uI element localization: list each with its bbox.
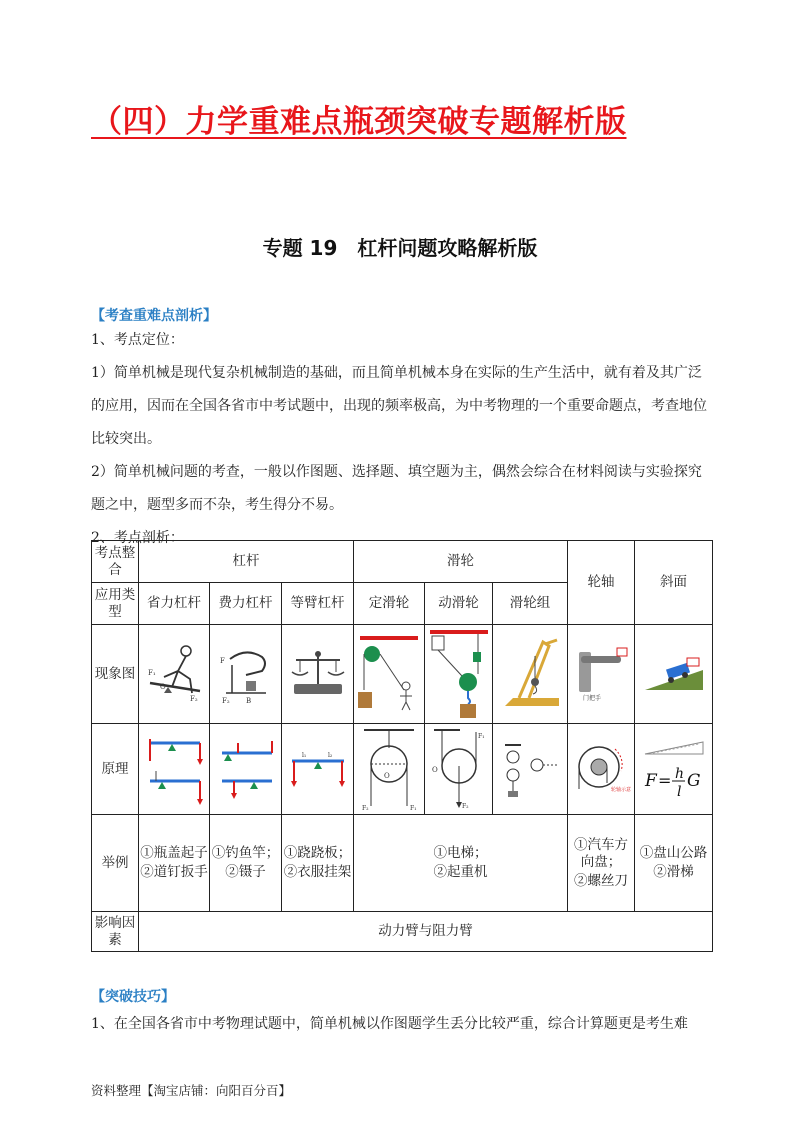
fixed-pulley-illustration <box>356 634 422 714</box>
principle-cell-6 <box>493 724 568 815</box>
svg-text:O: O <box>160 683 166 691</box>
formula-h: h <box>674 766 684 782</box>
arm-lifting-weight-illustration <box>216 641 276 707</box>
example-cell-1 <box>139 815 210 912</box>
person-lifting-lever-illustration <box>142 641 206 707</box>
phenomenon-cell-1 <box>139 625 210 724</box>
phenomenon-cell-5 <box>425 625 493 724</box>
formula-l: l <box>676 784 682 800</box>
svg-text:F₂: F₂ <box>221 697 230 705</box>
svg-text:l₂: l₂ <box>327 752 332 759</box>
phenomenon-cell-8 <box>635 625 713 724</box>
svg-text:O: O <box>431 766 438 774</box>
row-header-xianxiang: 现象图 <box>92 625 139 724</box>
paragraph-block-2 <box>91 1008 711 1041</box>
type-fixed-pulley: 定滑轮 <box>354 583 425 625</box>
example-item: ②滑梯 <box>653 864 694 880</box>
phenomenon-cell-3 <box>282 625 354 724</box>
paragraph-point-1: 1）简单机械是现代复杂机械制造的基础，而且简单机械本身在实际的生产生活中，就有着及其广泛的应用，因而在全国各省市中考试题中，出现的频率极高，为中考物理的一个重要命题点，考查地位比较突出。 <box>91 365 707 447</box>
sub-title: 专题 19 杠杆问题攻略解析版 <box>262 236 538 260</box>
principle-cell-8 <box>635 724 713 815</box>
svg-text:F₂: F₂ <box>190 695 198 703</box>
section-heading-skills: 【突破技巧】 <box>91 989 175 1005</box>
paragraph-block-1 <box>91 324 711 555</box>
example-item: ①钓鱼竿； <box>211 845 280 861</box>
type-movable-pulley: 动滑轮 <box>425 583 493 625</box>
principle-cell-3 <box>282 724 354 815</box>
principle-cell-5 <box>425 724 493 815</box>
fixed-pulley-principle-diagram <box>358 726 420 812</box>
row-header-zhenghe: 考点整合 <box>92 541 139 583</box>
table-row <box>92 724 713 815</box>
paragraph-point-2: 2）简单机械问题的考查，一般以作图题、选择题、填空题为主，偶然会综合在材料阅读与实验探究题之中，题型多而不杂，考生得分不易。 <box>91 464 702 513</box>
row-header-leixing: 应用类型 <box>92 583 139 625</box>
example-item: ②道钉扳手 <box>140 864 208 880</box>
example-item: ①盘山公路 <box>639 845 708 861</box>
svg-text:轮轴示意: 轮轴示意 <box>611 787 632 793</box>
main-title: （四）力学重难点瓶颈突破专题解析版 <box>91 104 627 140</box>
principle-cell-2 <box>210 724 282 815</box>
balance-scale-illustration <box>288 646 348 702</box>
group-wheel-axle: 轮轴 <box>568 541 635 625</box>
example-item: ①瓶盖起子 <box>140 845 208 861</box>
row-header-juli: 举例 <box>92 815 139 912</box>
svg-text:F₁: F₁ <box>410 805 417 812</box>
row-header-yingxiang: 影响因素 <box>92 912 139 952</box>
crane-pulley-block-illustration <box>499 636 561 712</box>
example-item: ②衣服挂架 <box>283 864 352 880</box>
force-costing-lever-diagram <box>214 737 278 801</box>
example-cell-pulley <box>354 815 568 912</box>
example-cell-incline <box>635 815 713 912</box>
formula-G: G <box>686 771 701 791</box>
svg-text:O: O <box>384 772 390 780</box>
movable-pulley-principle-diagram <box>430 726 488 812</box>
principle-cell-7 <box>568 724 635 815</box>
truck-on-slope-illustration <box>643 654 705 694</box>
svg-text:门把手: 门把手 <box>583 695 602 702</box>
incline-formula-diagram <box>641 736 707 802</box>
force-saving-lever-diagram <box>142 731 206 807</box>
type-force-saving-lever: 省力杠杆 <box>139 583 210 625</box>
svg-text:F₂: F₂ <box>362 805 369 812</box>
example-item: ①跷跷板； <box>283 845 352 861</box>
group-pulley: 滑轮 <box>354 541 568 583</box>
example-item: ②螺丝刀 <box>574 872 629 889</box>
principle-cell-4 <box>354 724 425 815</box>
phenomenon-cell-4 <box>354 625 425 724</box>
footer-source-note: 资料整理【淘宝店铺：向阳百分百】 <box>91 1083 292 1098</box>
phenomenon-cell-7 <box>568 625 635 724</box>
paragraph-skill-1: 1、在全国各省市中考物理试题中，简单机械以作图题学生丢分比较严重，综合计算题更是考生难 <box>91 1016 688 1032</box>
type-pulley-block: 滑轮组 <box>493 583 568 625</box>
svg-text:B: B <box>245 697 251 705</box>
svg-text:F₁: F₁ <box>148 669 156 677</box>
pulley-block-principle-diagram <box>499 741 561 797</box>
svg-text:F₂: F₂ <box>461 803 469 810</box>
paragraph-kaodian-dingwei: 1、考点定位： <box>91 332 184 348</box>
door-handle-illustration <box>573 646 629 702</box>
row-header-yuanli: 原理 <box>92 724 139 815</box>
svg-text:l₁: l₁ <box>301 752 306 759</box>
wheel-axle-principle-diagram <box>571 739 631 799</box>
table-row <box>92 912 713 952</box>
movable-pulley-illustration <box>428 628 490 720</box>
formula-F: F <box>644 771 657 791</box>
phenomenon-cell-6 <box>493 625 568 724</box>
knowledge-table <box>91 540 713 952</box>
example-item: ②镊子 <box>225 864 266 880</box>
svg-text:F: F <box>219 657 225 665</box>
influence-cell: 动力臂与阻力臂 <box>139 912 713 952</box>
equal-arm-lever-diagram <box>286 747 350 791</box>
group-lever: 杠杆 <box>139 541 354 583</box>
example-cell-wheel-axle <box>568 815 635 912</box>
table-row <box>92 541 713 583</box>
type-equal-arm-lever: 等臂杠杆 <box>282 583 354 625</box>
phenomenon-cell-2 <box>210 625 282 724</box>
example-item: ②起重机 <box>433 864 488 880</box>
example-cell-3 <box>282 815 354 912</box>
example-cell-2 <box>210 815 282 912</box>
table-row <box>92 625 713 724</box>
example-item: ①汽车方向盘； <box>574 836 629 870</box>
table-row <box>92 815 713 912</box>
example-item: ①电梯； <box>433 845 488 861</box>
group-incline: 斜面 <box>635 541 713 625</box>
svg-text:F₁: F₁ <box>477 733 485 740</box>
section-heading-analysis: 【考查重难点剖析】 <box>91 308 217 324</box>
paragraph-kaodian-pouxi: 2、考点剖析： <box>91 530 184 546</box>
formula-equals: = <box>657 771 671 790</box>
principle-cell-1 <box>139 724 210 815</box>
type-force-costing-lever: 费力杠杆 <box>210 583 282 625</box>
